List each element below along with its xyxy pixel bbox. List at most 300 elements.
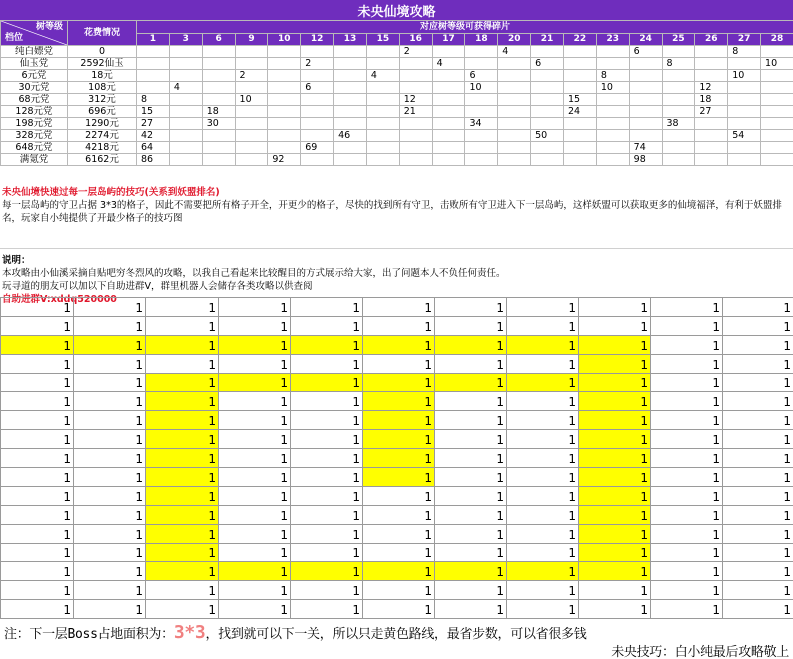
grid-cell: 1: [723, 335, 793, 354]
grid-cell: 1: [435, 316, 507, 335]
tree-level-header: 树等级: [35, 22, 63, 32]
fragment-cell: [563, 46, 596, 58]
fragments-header: 对应树等级可获得碎片: [137, 21, 793, 34]
grid-cell-path: 1: [146, 468, 219, 487]
grid-cell: 1: [291, 486, 363, 505]
grid-cell: 1: [219, 524, 291, 543]
grid-cell: 1: [146, 316, 219, 335]
fragment-cell: [301, 46, 334, 58]
grid-cell: 1: [1, 543, 74, 562]
grid-cell: 1: [507, 581, 579, 600]
level-header: 16: [399, 34, 432, 46]
fragment-cell: 10: [465, 82, 498, 94]
fragment-cell: 2: [399, 46, 432, 58]
grid-cell: 1: [435, 468, 507, 487]
fragment-cell: [531, 142, 564, 154]
fragment-cell: [695, 130, 728, 142]
grid-cell: 1: [1, 581, 74, 600]
fragment-cell: [169, 106, 202, 118]
grid-cell: 1: [507, 354, 579, 373]
grid-cell: 1: [723, 298, 793, 317]
grid-cell: 1: [146, 581, 219, 600]
grid-cell: 1: [507, 316, 579, 335]
grid-row: [1, 562, 793, 581]
fragment-cell: [235, 58, 268, 70]
fragment-cell: [169, 70, 202, 82]
grid-cell: 1: [435, 486, 507, 505]
fragment-cell: [301, 70, 334, 82]
fragment-cell: [531, 46, 564, 58]
tier-table: [0, 20, 793, 166]
footer-note-boss-size: 3*3: [173, 622, 206, 643]
fragment-cell: 21: [399, 106, 432, 118]
grid-cell: 1: [435, 354, 507, 373]
grid-cell: 1: [74, 449, 146, 468]
fragment-cell: [169, 142, 202, 154]
fragment-cell: [728, 94, 761, 106]
grid-cell: 1: [363, 354, 435, 373]
level-header: 26: [695, 34, 728, 46]
level-header: 3: [169, 34, 202, 46]
fragment-cell: 8: [728, 46, 761, 58]
grid-cell: 1: [651, 600, 723, 619]
tier-name: 68元党: [1, 94, 68, 106]
grid-cell: 1: [435, 505, 507, 524]
grid-row: [1, 543, 793, 562]
grid-cell: 1: [363, 316, 435, 335]
fragment-cell: [399, 142, 432, 154]
grid-cell: 1: [74, 468, 146, 487]
fragment-cell: 18: [202, 106, 235, 118]
grid-cell: 1: [1, 411, 74, 430]
level-header: 12: [301, 34, 334, 46]
level-header: 15: [366, 34, 399, 46]
tier-name: 6元党: [1, 70, 68, 82]
fragment-cell: 27: [137, 118, 170, 130]
grid-cell-path: 1: [146, 411, 219, 430]
grid-cell: 1: [291, 449, 363, 468]
grid-cell: 1: [507, 486, 579, 505]
grid-cell: 1: [219, 581, 291, 600]
grid-cell: 1: [74, 581, 146, 600]
fragment-cell: [465, 154, 498, 166]
grid-row: [1, 373, 793, 392]
grid-cell-path: 1: [291, 335, 363, 354]
fragment-cell: [235, 82, 268, 94]
fragment-cell: 74: [629, 142, 662, 154]
tier-cost: 696元: [68, 106, 137, 118]
grid-cell-path: 1: [579, 411, 651, 430]
grid-cell: 1: [1, 298, 74, 317]
grid-row: [1, 335, 793, 354]
level-header: 17: [432, 34, 465, 46]
grid-cell-path: 1: [435, 562, 507, 581]
fragment-cell: [202, 142, 235, 154]
grid-cell: 1: [1, 524, 74, 543]
fragment-cell: 8: [596, 70, 629, 82]
grid-cell: 1: [291, 505, 363, 524]
grid-row: [1, 449, 793, 468]
grid-cell-path: 1: [146, 486, 219, 505]
grid-cell: 1: [291, 411, 363, 430]
fragment-cell: 27: [695, 106, 728, 118]
fragment-cell: [465, 58, 498, 70]
fragment-cell: [629, 130, 662, 142]
fragment-cell: [531, 94, 564, 106]
fragment-cell: [432, 46, 465, 58]
grid-cell-path: 1: [291, 373, 363, 392]
grid-cell: 1: [74, 430, 146, 449]
grid-cell: 1: [507, 392, 579, 411]
fragment-cell: [563, 154, 596, 166]
grid-cell-path: 1: [363, 411, 435, 430]
level-header: 22: [563, 34, 596, 46]
grid-cell: 1: [723, 543, 793, 562]
tier-cost: 2592仙玉: [68, 58, 137, 70]
grid-cell-path: 1: [363, 449, 435, 468]
fragment-cell: [662, 70, 695, 82]
fragment-cell: [268, 46, 301, 58]
fragment-cell: [695, 154, 728, 166]
fragment-cell: [169, 94, 202, 106]
fragment-cell: [596, 58, 629, 70]
level-header: 13: [334, 34, 367, 46]
grid-cell: 1: [507, 600, 579, 619]
fragment-cell: [761, 118, 793, 130]
grid-cell: 1: [219, 600, 291, 619]
fragment-cell: 18: [695, 94, 728, 106]
fragment-cell: [596, 94, 629, 106]
grid-cell: 1: [1, 354, 74, 373]
grid-cell: 1: [1, 600, 74, 619]
grid-cell-path: 1: [146, 543, 219, 562]
grid-cell: 1: [723, 486, 793, 505]
grid-cell: 1: [507, 430, 579, 449]
fragment-cell: [366, 118, 399, 130]
grid-cell: 1: [291, 354, 363, 373]
fragment-cell: [334, 82, 367, 94]
fragment-cell: [761, 106, 793, 118]
grid-cell: 1: [651, 392, 723, 411]
fragment-cell: [366, 106, 399, 118]
fragment-cell: [596, 106, 629, 118]
fragment-cell: [465, 106, 498, 118]
grid-cell: 1: [651, 505, 723, 524]
fragment-cell: [662, 142, 695, 154]
fragment-cell: 10: [596, 82, 629, 94]
grid-row: [1, 298, 793, 317]
grid-cell: 1: [1, 316, 74, 335]
fragment-cell: [169, 46, 202, 58]
level-header: 25: [662, 34, 695, 46]
fragment-cell: [235, 118, 268, 130]
tier-row: [1, 94, 793, 106]
fragment-cell: [169, 154, 202, 166]
grid-cell: 1: [291, 524, 363, 543]
grid-cell: 1: [74, 392, 146, 411]
fragment-cell: [268, 58, 301, 70]
fragment-cell: [563, 118, 596, 130]
tier-cost: 18元: [68, 70, 137, 82]
level-header: 27: [728, 34, 761, 46]
grid-cell: 1: [74, 411, 146, 430]
fragment-cell: [761, 70, 793, 82]
grid-cell: 1: [146, 354, 219, 373]
grid-cell: 1: [651, 411, 723, 430]
grid-cell-path: 1: [579, 373, 651, 392]
grid-cell-path: 1: [74, 335, 146, 354]
grid-cell: 1: [291, 468, 363, 487]
fragment-cell: [137, 58, 170, 70]
tier-cost: 0: [68, 46, 137, 58]
tier-cost: 2274元: [68, 130, 137, 142]
tier-header: 档位: [5, 33, 24, 43]
grid-cell: 1: [723, 316, 793, 335]
grid-cell: 1: [651, 335, 723, 354]
grid-cell-path: 1: [363, 430, 435, 449]
grid-cell: 1: [219, 316, 291, 335]
fragment-cell: [498, 106, 531, 118]
fragment-cell: 92: [268, 154, 301, 166]
fragment-cell: [334, 154, 367, 166]
fragment-cell: 10: [761, 58, 793, 70]
grid-cell: 1: [723, 468, 793, 487]
grid-cell: 1: [579, 600, 651, 619]
tier-cost: 1290元: [68, 118, 137, 130]
grid-cell: 1: [363, 298, 435, 317]
grid-cell: 1: [651, 298, 723, 317]
grid-cell: 1: [723, 392, 793, 411]
grid-cell-path: 1: [219, 373, 291, 392]
grid-cell: 1: [579, 581, 651, 600]
fragment-cell: [202, 46, 235, 58]
fragment-cell: [498, 58, 531, 70]
grid-cell: 1: [723, 581, 793, 600]
fragment-cell: [432, 82, 465, 94]
fragment-cell: 8: [137, 94, 170, 106]
grid-cell: 1: [74, 316, 146, 335]
fragment-cell: 34: [465, 118, 498, 130]
fragment-cell: [268, 82, 301, 94]
grid-cell-path: 1: [507, 335, 579, 354]
fragment-cell: [366, 154, 399, 166]
fragment-cell: [169, 58, 202, 70]
grid-cell: 1: [219, 354, 291, 373]
tier-row: [1, 118, 793, 130]
fragment-cell: [432, 154, 465, 166]
grid-cell: 1: [74, 373, 146, 392]
grid-cell: 1: [651, 449, 723, 468]
fragment-cell: [235, 130, 268, 142]
footer-credit: 未央技巧：白小纯最后攻略敬上: [611, 645, 789, 659]
fragment-cell: [268, 106, 301, 118]
tier-name: 128元党: [1, 106, 68, 118]
grid-cell: 1: [291, 298, 363, 317]
fragment-cell: 46: [334, 130, 367, 142]
fragment-cell: 98: [629, 154, 662, 166]
grid-cell: 1: [651, 468, 723, 487]
level-header: 20: [498, 34, 531, 46]
fragment-cell: [268, 70, 301, 82]
fragment-cell: [432, 130, 465, 142]
tier-cost: 108元: [68, 82, 137, 94]
fragment-cell: [202, 154, 235, 166]
grid-row: [1, 600, 793, 619]
grid-cell-path: 1: [146, 335, 219, 354]
fragment-cell: 6: [301, 82, 334, 94]
fragment-cell: [235, 142, 268, 154]
level-header: 21: [531, 34, 564, 46]
level-header: 1: [137, 34, 170, 46]
grid-cell: 1: [723, 430, 793, 449]
grid-cell: 1: [435, 581, 507, 600]
grid-cell: 1: [291, 430, 363, 449]
grid-cell: 1: [435, 298, 507, 317]
tier-header-corner: [1, 21, 68, 46]
fragment-cell: 24: [563, 106, 596, 118]
footer-note: [4, 622, 586, 643]
fragment-cell: [531, 82, 564, 94]
grid-cell-path: 1: [579, 449, 651, 468]
grid-cell: 1: [74, 505, 146, 524]
fragment-cell: [695, 70, 728, 82]
footer-note-prefix: 注：下一层Boss占地面积为：: [4, 627, 174, 642]
fragment-cell: [662, 94, 695, 106]
fragment-cell: [268, 94, 301, 106]
grid-cell-path: 1: [579, 543, 651, 562]
fragment-cell: [563, 130, 596, 142]
level-header: 10: [268, 34, 301, 46]
fragment-cell: [596, 130, 629, 142]
grid-cell: 1: [435, 430, 507, 449]
grid-cell: 1: [74, 562, 146, 581]
fragment-cell: [301, 130, 334, 142]
fragment-cell: [432, 94, 465, 106]
grid-cell: 1: [507, 449, 579, 468]
fragment-cell: [728, 82, 761, 94]
fragment-cell: [432, 142, 465, 154]
grid-cell: 1: [74, 486, 146, 505]
fragment-cell: 4: [169, 82, 202, 94]
grid-cell: 1: [651, 430, 723, 449]
fragment-cell: [498, 70, 531, 82]
tier-row: [1, 130, 793, 142]
fragment-cell: [728, 106, 761, 118]
fragment-cell: [366, 46, 399, 58]
grid-cell: 1: [723, 600, 793, 619]
grid-cell: 1: [74, 524, 146, 543]
fragment-cell: [334, 46, 367, 58]
fragment-cell: [563, 142, 596, 154]
fragment-cell: [301, 94, 334, 106]
fragment-cell: [268, 130, 301, 142]
tier-cost: 312元: [68, 94, 137, 106]
fragment-cell: [235, 106, 268, 118]
level-header: 18: [465, 34, 498, 46]
grid-cell: 1: [579, 298, 651, 317]
grid-cell-path: 1: [579, 468, 651, 487]
fragment-cell: [563, 82, 596, 94]
tier-row: [1, 154, 793, 166]
grid-cell: 1: [1, 468, 74, 487]
grid-cell: 1: [291, 392, 363, 411]
grid-cell: 1: [219, 392, 291, 411]
fragment-cell: [202, 82, 235, 94]
grid-row: [1, 524, 793, 543]
grid-cell-path: 1: [1, 335, 74, 354]
grid-cell: 1: [1, 430, 74, 449]
grid-cell: 1: [363, 581, 435, 600]
explain-line-1: 本攻略由小仙溪采摘自贴吧穷冬烈风的攻略，以我自己看起来比较醒目的方式展示给大家，出了问题本人不负任何责任。: [2, 268, 506, 279]
fragment-cell: 12: [695, 82, 728, 94]
fragment-cell: [596, 154, 629, 166]
fragment-cell: [432, 70, 465, 82]
grid-cell: 1: [146, 298, 219, 317]
fragment-cell: [235, 154, 268, 166]
grid-cell: 1: [219, 486, 291, 505]
fragment-cell: [695, 46, 728, 58]
fragment-cell: [596, 46, 629, 58]
fragment-cell: 54: [728, 130, 761, 142]
fragment-cell: [399, 130, 432, 142]
fragment-cell: [662, 82, 695, 94]
grid-cell: 1: [651, 581, 723, 600]
grid-cell: 1: [74, 543, 146, 562]
grid-cell-path: 1: [579, 392, 651, 411]
fragment-cell: [531, 106, 564, 118]
grid-cell-path: 1: [363, 468, 435, 487]
fragment-cell: 10: [235, 94, 268, 106]
grid-cell: 1: [74, 298, 146, 317]
fragment-cell: [399, 82, 432, 94]
fragment-cell: [399, 70, 432, 82]
grid-cell-path: 1: [507, 562, 579, 581]
grid-cell-path: 1: [579, 486, 651, 505]
grid-cell: 1: [74, 354, 146, 373]
grid-row: [1, 392, 793, 411]
tier-row: [1, 70, 793, 82]
fragment-cell: [334, 106, 367, 118]
grid-cell: 1: [363, 524, 435, 543]
grid-cell-path: 1: [579, 430, 651, 449]
fragment-cell: [334, 70, 367, 82]
fragment-cell: [137, 82, 170, 94]
tier-cost: 4218元: [68, 142, 137, 154]
fragment-cell: [137, 46, 170, 58]
tier-name: 648元党: [1, 142, 68, 154]
grid-row: [1, 468, 793, 487]
grid-cell: 1: [507, 298, 579, 317]
grid-cell: 1: [507, 468, 579, 487]
tier-cost: 6162元: [68, 154, 137, 166]
grid-cell: 1: [723, 373, 793, 392]
notes-section: [0, 186, 793, 306]
fragment-cell: [629, 70, 662, 82]
fragment-cell: 6: [465, 70, 498, 82]
grid-cell: 1: [435, 524, 507, 543]
grid-cell: 1: [219, 505, 291, 524]
fragment-cell: [301, 106, 334, 118]
fragment-cell: [334, 58, 367, 70]
grid-cell: 1: [1, 505, 74, 524]
fragment-cell: 6: [629, 46, 662, 58]
grid-cell: 1: [651, 562, 723, 581]
fragment-cell: 42: [137, 130, 170, 142]
grid-cell-path: 1: [146, 562, 219, 581]
grid-cell: 1: [363, 486, 435, 505]
fragment-cell: [695, 142, 728, 154]
tier-name: 198元党: [1, 118, 68, 130]
